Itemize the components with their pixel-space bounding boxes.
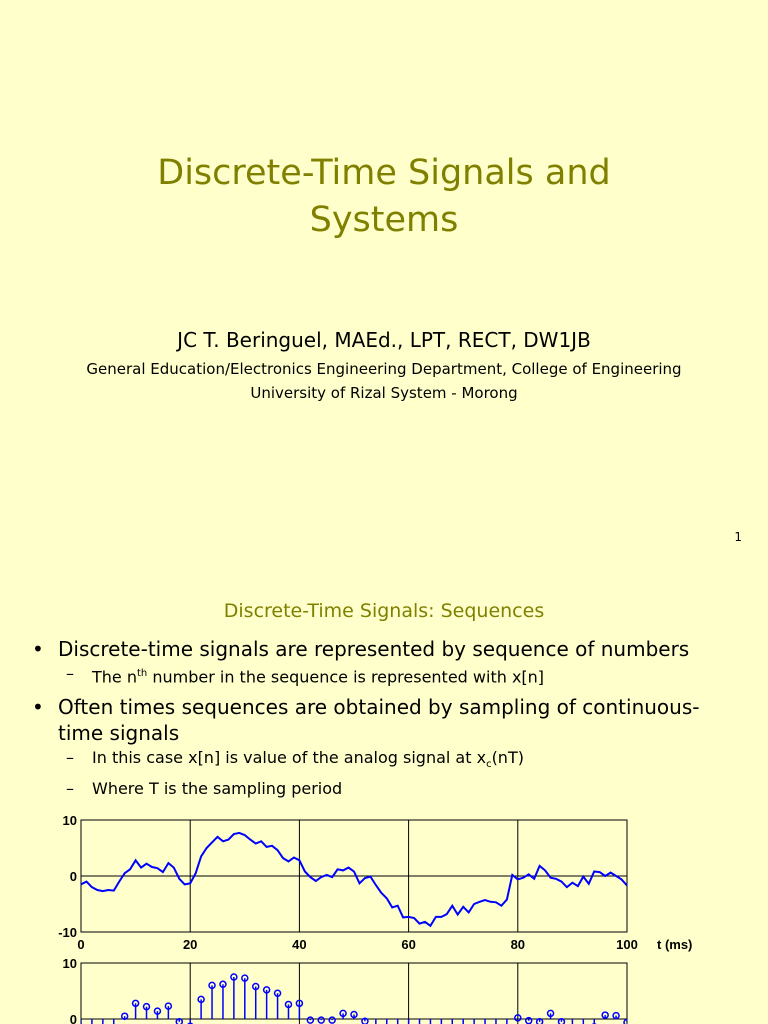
sub-bullet-item: [32, 746, 752, 776]
subscript-c: c: [486, 759, 492, 771]
bullet-item: [32, 636, 752, 662]
page-number: 1: [734, 530, 742, 544]
x-tick-label: 80: [510, 937, 526, 952]
series-marks: [81, 833, 627, 926]
x-tick-label: 100: [616, 937, 638, 952]
sub-bullet-item: [32, 662, 752, 688]
sub-bullet-post: number in the sequence is represented with x[n]: [147, 667, 545, 687]
y-tick-label: 10: [62, 956, 77, 971]
author-name: JC T. Beringuel, MAEd., LPT, RECT, DW1JB: [177, 328, 591, 352]
dash-icon: –: [66, 778, 74, 798]
y-tick-label: 0: [69, 869, 77, 884]
signal-line: [81, 833, 627, 926]
x-tick-label: 20: [182, 937, 198, 952]
continuous-signal-plot: [58, 813, 692, 952]
x-tick-label: 0: [77, 937, 85, 952]
title-line-2: Systems: [309, 200, 459, 240]
x-tick-label: 60: [401, 937, 416, 952]
slide-1-title: [0, 150, 768, 244]
slide-2: [0, 560, 768, 1024]
sub-bullet-pre: In this case x[n] is value of the analog signal at x: [92, 748, 487, 768]
x-axis-label: t (ms): [657, 937, 693, 952]
affiliation-university: University of Rizal System - Morong: [250, 384, 518, 402]
sub-bullet-pre: The n: [92, 667, 137, 687]
affiliation-department: General Education/Electronics Engineering Department, College of Engineering: [86, 360, 682, 378]
bullet-item: [32, 694, 752, 746]
signal-charts: [0, 800, 768, 1024]
y-tick-label: -10: [58, 925, 77, 940]
bullet-list: [32, 636, 752, 800]
sub-bullet-post: (nT): [491, 748, 524, 768]
bullet-text: Discrete-time signals are represented by sequence of numbers: [58, 637, 690, 661]
sampled-signal-stem-plot: [63, 956, 630, 1024]
bullet-text-line-2: time signals: [58, 721, 180, 746]
superscript-th: th: [136, 668, 148, 679]
x-tick-label: 40: [292, 937, 307, 952]
bullet-text-line-1: Often times sequences are obtained by sampling of continuous-: [58, 695, 700, 720]
dash-icon: –: [66, 664, 74, 683]
series-marks: [78, 974, 630, 1024]
bullet-dot-icon: •: [32, 637, 44, 661]
slide-2-title: Discrete-Time Signals: Sequences: [223, 600, 545, 622]
dash-icon: –: [66, 748, 74, 768]
y-tick-label: 10: [62, 813, 77, 828]
sub-bullet-item: [32, 777, 752, 800]
y-tick-label: 0: [69, 1012, 77, 1024]
bullet-dot-icon: •: [32, 695, 44, 720]
title-line-1: Discrete-Time Signals and: [157, 153, 611, 193]
sub-bullet-text: Where T is the sampling period: [92, 778, 343, 798]
